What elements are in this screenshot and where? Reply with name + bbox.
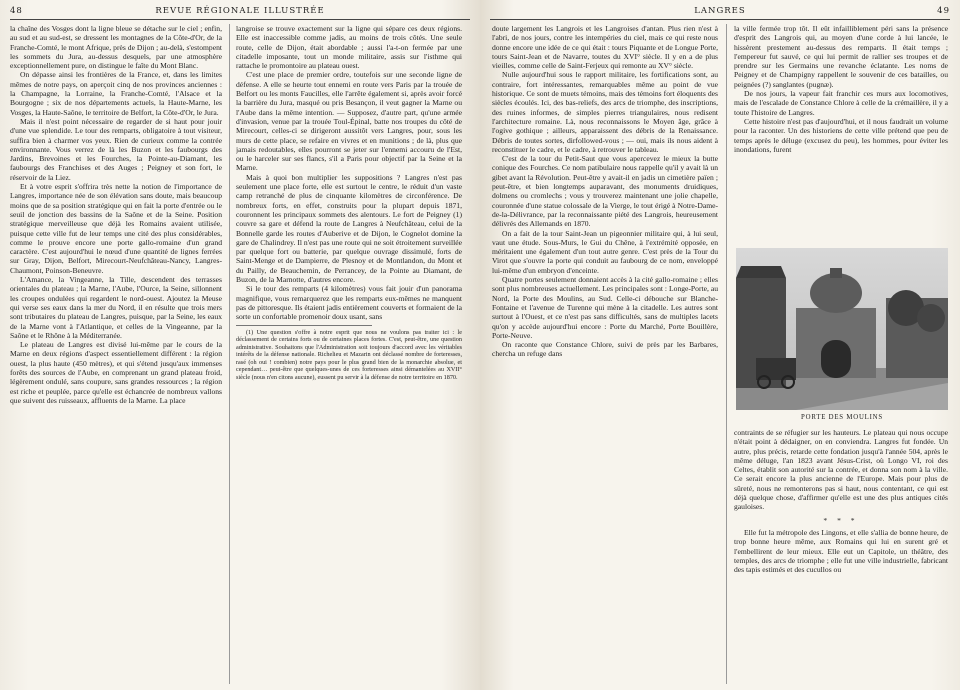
right-header [490, 4, 950, 18]
paragraph: Mais il n'est point nécessaire de regarder de si haut pour jouir d'une vue splendide. Le tour des remparts, obligatoire à tout visiteur, suffira bien à charmer vos yeux. Rien de curieux comme la contrée environnante. Vous verrez de là les Buzon et les faubourgs des Jardins, Brevoines et les Fourches, la Pointe-au-Diamant, les faubourgs des Franchises et des Auges ; Peigney et son fort, le réservoir de la Liez. [10, 116, 222, 182]
footnote-rule [236, 325, 372, 326]
paragraph: Nulle aujourd'hui sous le rapport militaire, les fortifications sont, au contraire, fort intéressantes, remarquables même au point de vue historique. Ce sont de muets témoins, mais des témoins fort éloquents des siècles écoulés. Ici, des bas-reliefs, des arcs de triomphe, des inscriptions, des ruines informes, de simples pierres triangulaires, nous redisent l'architecture romaine. Là, nous reconnaissons le Moyen âge, grâce à l'ogive gothique ; ailleurs, apparaissent des débris de la Renaissance. Débris de toutes sortes, dirfollowed-vous ; — oui, mais ils nous aident à reconstituer le cadre, et le cadre, à retrouver le tableau. [492, 70, 718, 154]
paragraph: De nos jours, la vapeur fait franchir ces murs aux locomotives, mais de l'escalade de Constance Chlore à celle de la crémaillère, il y a toute l'histoire de Langres. [734, 89, 948, 117]
right-column-1 [492, 24, 718, 686]
left-running-title: REVUE RÉGIONALE ILLUSTRÉE [155, 6, 325, 16]
paragraph: On dépasse ainsi les frontières de la France, et, dans les limites mêmes de notre pays, on aperçoit cinq de nos provinces anciennes : la Champagne, la Lorraine, la Franche-Comté, l'Alsace et la Bourgogne ; six de nos départements actuels, la Haute-Marne, les Vosges, la Haute-Saône, le territoire de Belfort, la Côte-d'Or, le Jura. [10, 70, 222, 117]
left-page-number: 48 [10, 6, 23, 16]
left-header-rule [10, 19, 470, 20]
section-separator: * * * [823, 515, 859, 525]
right-page [480, 0, 960, 690]
column-divider [229, 24, 230, 684]
paragraph: Cette histoire n'est pas d'aujourd'hui, et il nous faudrait un volume pour la raconter. Un des historiens de cette ville prétend que peu de temps après le déluge (excusez du peu), les hommes, pour éviter les inondations, furent [734, 116, 948, 154]
paragraph: On a fait de la tour Saint-Jean un pigeonnier militaire qui, à lui seul, vaut une étude. Sous-Murs, le Gui du Chêne, à l'extrémité opposée, en méritaient une également d'un tout autre genre. C'est près de la Tour du Virot que s'ouvre la porte qui conduit au faubourg de ce nom, enveloppé lui-même d'un embryon d'enceinte. [492, 228, 718, 275]
paragraph: la ville fermée trop tôt. Il eût infailliblement péri sans la présence d'esprit des Langrois qui, au moyen d'une corde à lui lancée, le hissèrent prestement au-dessus des remparts. Il était temps ; l'empereur fut sauvé, ce qui lui permit de rallier ses troupes et de prendre sur les Germains une revanche éclatante. Les noms de Peigney et de Champigny rappellent le souvenir de ces batailles, ou peignées (?) sanglantes (pugnæ). [734, 24, 948, 89]
paragraph: C'est de la tour du Petit-Saut que vous apercevez le mieux la butte conique des Fourches. Ce nom patibulaire nous rappelle qu'il y avait là un gibet avant la Révolution. Peut-être y avait-il en jadis un cimetière païen ; peut-être, et bien longtemps auparavant, des monuments druidiques, dolmens ou cromlechs ; vous y trouverez maintenant une jolie chapelle, couronnée d'une statue colossale de la Vierge, le tout érigé à Notre-Dame-de-la-Délivrance, par la reconnaissante piété des Langrois, heureusement délivrés des Allemands en 1870. [492, 154, 718, 229]
right-page-number: 49 [937, 6, 950, 16]
footnote: (1) Une question s'offre à notre esprit que nous ne voulons pas traiter ici : le déclassement de certains forts ou de certaines places fortes. C'est, peut-être, une question administrative. Souhaitons que l'Administration soit toujours d'accord avec les véritables intérêts de la défense nationale. Richelieu et Mazarin ont déclassé nombre de forteresses, rasé (oh oui ! combien) notre pays pour le plus grand bien de la monarchie absolue, et cependant… peut-être que quelques-unes de ces forteresses ainsi démantelées au XVII° siècle (nous n'en citons aucune), eussent pu servir à la défense de notre territoire en 1870. [236, 328, 462, 382]
paragraph: la chaîne des Vosges dont la ligne bleue se détache sur le ciel ; enfin, au sud et au sud-est, se dressent les montagnes de la Côte-d'Or, de la Franche-Comté, le mont Afrique, près de Dijon ; au-delà, s'estompent les sommets du Jura, au-dessus desquels, par une atmosphère exceptionnellement pure, on distingue le faîte du Mont Blanc. [10, 24, 222, 71]
right-running-title: LANGRES [694, 6, 746, 16]
paragraph: Quatre portes seulement donnaient accès à la cité gallo-romaine ; elles sont plus nombreuses actuellement. Les principales sont : Longe-Porte, au Nord, la Porte des Moulins, au Sud. Celle-ci débouche sur Blanche-Fontaine et l'avenue de Turenne qui mène à la citadelle. Les autres sont surtout à l'Ouest, et ce n'est pas sans difficultés, sans de multiples lacets qu'on y accède aujourd'hui encore : Porte du Marché, Porte Bouillère, Porte-Neuve. [492, 275, 718, 340]
column-divider [726, 24, 727, 684]
paragraph: Elle fut la métropole des Lingons, et elle s'allia de bonne heure, de trop bonne heure même, aux Romains qui lui en surent gré et l'embellirent de leur mieux. Elle eut un Capitole, un théâtre, des temples, des arcs de triomphe ; elle fut une ville industrielle, fabricant des tapis estimés et des cucullos ou [734, 527, 948, 575]
paragraph: Si le tour des remparts (4 kilomètres) vous fait jouir d'un panorama magnifique, vous remarquerez que les remparts eux-mêmes ne manquent pas de pittoresque. Ils étaient jadis entièrement couverts et formaient de la sorte un confortable promenoir doux usant, sans [236, 284, 462, 322]
porte-des-moulins-photo [736, 248, 948, 410]
paragraph: Le plateau de Langres est divisé lui-même par le cours de la Marne en deux régions d'aspect essentiellement différent : la région ouest, la plus haute (450 mètres), et qui s'étend jusqu'aux immenses forêts des sources de l'Aube, en comprenant un grand plateau froid, légèrement ondulé, sans coupure, sans grandes ressources ; la région est riche et peuplée, parce qu'elle est échancrée de nombreux vallons que suivent des ruisseaux, affluents de la Marne. La place [10, 340, 222, 405]
left-header [10, 4, 470, 18]
right-column-2-top [734, 24, 948, 244]
right-column-2-bottom [734, 428, 948, 684]
left-column-1 [10, 24, 222, 686]
photo-illustration [736, 248, 948, 410]
left-column-2 [236, 24, 462, 686]
photo-caption: PORTE DES MOULINS [801, 414, 883, 421]
right-header-rule [490, 19, 950, 20]
paragraph: C'est une place de premier ordre, toutefois sur une seconde ligne de défense. A elle se heurte tout ennemi en route vers Paris par la trouée de Belfort ou les monts Faucilles, elle l'arrête également si, après avoir forcé la barrière du Jura, masqué ou pris Besançon, il veut gagner la Marne ou l'Aube dans la même intention. — Supposez, d'autre part, qu'une armée d'invasion, venue par la trouée Toul-Épinal, batte nos troupes du côté de Mirecourt, celles-ci se dirigeront aussitôt vers Langres, pour, sous les murs de cette place, se refaire en vivres et en munitions ; de là, plus que jamais redoutables, elles pourront se jeter sur l'ennemi accouru de l'Est, ou le harceler sur ses flancs, s'il a Paris pour objectif par la Seine et la Marne. [236, 70, 462, 173]
paragraph: contraints de se réfugier sur les hauteurs. Le plateau qui nous occupe n'était point à dédaigner, on en conviendra. Langres fut fondée. Un autre, plus précis, retarde cette fondation jusqu'à l'année 504, après le même déluge, l'an 1823 avant Jésus-Crist, où Longo VI, roi des Celtes, établit son autorité sur la contrée, et donna son nom à la ville. Ce serait encore la plus ancienne de l'Europe. Mais pour plus de sûreté, nous ne remonterons pas si haut, nous contentant, ce qui est déjà quelque chose, d'affirmer qu'elle est une des plus antiques cités gauloises. [734, 428, 948, 512]
paragraph: doute largement les Langrois et les Langroises d'antan. Plus rien n'est à l'abri, de nos jours, contre les intempéries du ciel, mais ce qui reste nous donne encore une idée de ce qui était : tours Piquante et de Longue Porte, tours Saint-Jean et de Navarre, toutes du XVI° siècle. Il y en a de plus vieilles, comme celle de Saint-Ferjeux qui remonte au XV° siècle. [492, 24, 718, 71]
paragraph: On raconte que Constance Chlore, suivi de près par les Barbares, chercha un refuge dans [492, 340, 718, 359]
paragraph: Et à votre esprit s'offrira très nette la notion de l'importance de Langres, importance née de son élévation sans doute, mais beaucoup moins que de sa position stratégique qui en fait la porte d'entrée ou le seuil de jonction des bassins de la Saône et de la Seine. Position stratégique merveilleuse que déjà les Romains avaient utilisée, puisque cette ville fut de leur temps une cité des plus considérables, comme le prouve encore une porte gallo-romaine d'un grand caractère. C'est aujourd'hui le nœud d'une quantité de lignes ferrées sur Gray, Dijon, Belfort, Mirecourt-Neufchâteau-Nancy, Langres-Chaumont, Poinson-Beneuvre. [10, 182, 222, 275]
paragraph: langroise se trouve exactement sur la ligne qui sépare ces deux régions. Elle est inaccessible comme jadis, au moins de trois côtés. Une seule route, celle de Dijon, était abordable ; aussi l'a-t-on fermée par une citadelle imposante, tout un monde militaire, assis sur l'isthme qui rattache le promontoire au plateau ouest. [236, 24, 462, 71]
paragraph: L'Amance, la Vingeanne, la Tille, descendent des terrasses orientales du plateau ; la Marne, l'Aube, l'Ource, la Seine, sillonnent les croupes ondulées qui regardent le nord-ouest. Ajoutez la Meuse qui verse ses eaux dans la mer du Nord, il en résulte que trois mers sont tributaires du plateau de Langres, puisque, par la Seine, les eaux de la Marne vont à l'Atlantique, et celles de la Vingeanne, par la Saône et le Rhône à la Méditerranée. [10, 275, 222, 340]
paragraph: Mais à quoi bon multiplier les suppositions ? Langres n'est pas seulement une place forte, elle est surtout le centre, le réduit d'un vaste camp retranché de plus de cinquante kilomètres de circonférence. De nombreux forts, en effet, construits pour la plupart depuis 1871, couronnent les principaux sommets des alentours. Le fort de Peigney (1) couvre sa gare et défend la route de Langres à Neufchâteau, celui de la Bonnelle garde les routes d'Auberive et de Dijon, le Cognelot domine la gare de Chalindrey. Il n'est pas une route qui ne soit étroitement surveillée par quelque fort ou batterie, par quelque ouvrage dissimulé, forts de Saint-Menge et de Dampierre, de Plesnoy et de Montlandon, du Mont et du Pailly, de Beauchemin, de Perrancey, de la Pointe au Diamant, de Buzon, de la Marnotte, d'autres encore. [236, 172, 462, 285]
